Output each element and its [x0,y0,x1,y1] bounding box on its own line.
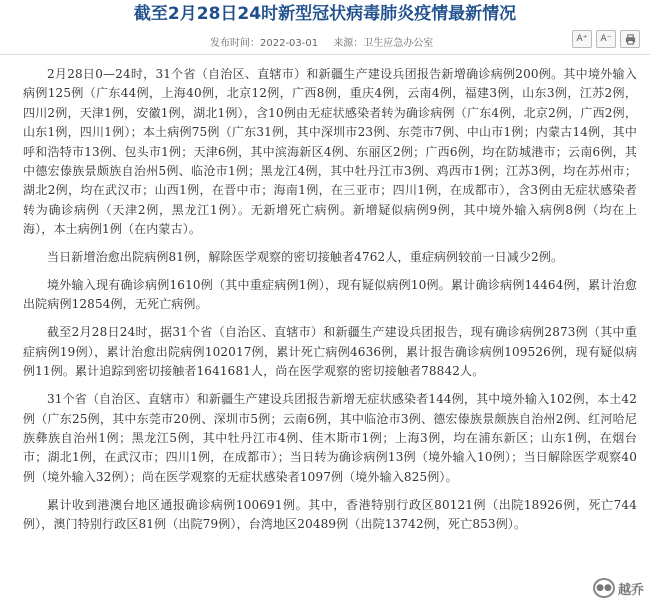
chat-bubble-icon: ●● [593,578,615,598]
paragraph-cumulative: 截至2月28日24时，据31个省（自治区、直辖市）和新疆生产建设兵团报告，现有确诊病例2873例（其中重症病例19例），累计治愈出院病例102017例，累计死亡病例4636例，累计报告确诊病例109526例，现有疑似病例11例。累计追踪到密切接触者1641681人，尚在医学观察的密切接触者78842人。 [23,325,637,379]
paragraph-imported: 境外输入现有确诊病例1610例（其中重症病例1例），现有疑似病例10例。累计确诊病例14464例，累计治愈出院病例12854例，无死亡病例。 [23,278,637,312]
watermark-text: 越乔 [617,582,644,598]
print-button[interactable] [620,30,640,48]
watermark [593,578,644,598]
article-meta [210,34,445,49]
print-icon [625,34,636,45]
header-divider [0,54,650,55]
paragraph-asymptomatic: 31个省（自治区、直辖市）和新疆生产建设兵团报告新增无症状感染者144例，其中境外输入102例，本土42例（广东25例，其中东莞市20例、深圳市5例；云南6例，其中临沧市3例、德宏傣族景颇族自治州2例、红河哈尼族彝族自治州1例；黑龙江5例，其中牡丹江市4例、佳木斯市1例；上海3例，均在浦东新区；山东1例，在烟台市；湖北1例，在武汉市；四川1例，在成都市）；当日转为确诊病例13例（境外输入10例）；当日解除医学观察40例（境外输入32例）；尚在医学观察的无症状感染者1097例（境外输入825例）。 [23,392,637,484]
publish-time: 发布时间：2022-03-01 [210,38,319,49]
font-tools [572,30,640,48]
paragraph-recovered: 当日新增治愈出院病例81例，解除医学观察的密切接触者4762人，重症病例较前一日减少2例。 [47,250,564,265]
font-decrease-button[interactable]: A⁻ [596,30,616,48]
page-title: 截至2月28日24时新型冠状病毒肺炎疫情最新情况 [133,4,517,24]
source-label: 来源：卫生应急办公室 [333,38,434,49]
paragraph-hk-macau-taiwan: 累计收到港澳台地区通报确诊病例100691例。其中，香港特别行政区80121例（出院18926例，死亡744例），澳门特别行政区81例（出院79例），台湾地区20489例（出院13742例，死亡853例）。 [23,497,637,532]
font-increase-button[interactable]: A⁺ [572,30,592,48]
paragraph-new-cases: 2月28日0—24时，31个省（自治区、直辖市）和新疆生产建设兵团报告新增确诊病例200例。其中境外输入病例125例（广东44例，上海40例，北京12例，广西8例，重庆4例，云南4例，福建3例，山东3例，江苏2例，四川2例，天津1例，安徽1例，湖北1例），含10例由无症状感染者转为确诊病例（广东4例，北京2例，广西2例，山东1例，四川1例）；本土病例75例（广东31例，其中深圳市23例、东莞市7例、中山市1例；内蒙古14例，其中呼和浩特市13例、包头市1例；天津6例，其中滨海新区4例、东丽区2例；广西6例，均在防城港市；云南6例，其中德宏傣族景颇族自治州5例、临沧市1例；黑龙江4例，其中牡丹江市3例、鸡西市1例；江苏3例，均在苏州市；湖北2例，均在武汉市；山西1例，在晋中市；海南1例，在三亚市；四川1例，在成都市），含3例由无症状感染者转为确诊病例（天津2例，黑龙江1例）。无新增死亡病例。新增疑似病例9例，其中境外输入病例8例（均在上海），本土病例1例（在内蒙古）。 [23,67,637,237]
article-body [23,65,637,543]
